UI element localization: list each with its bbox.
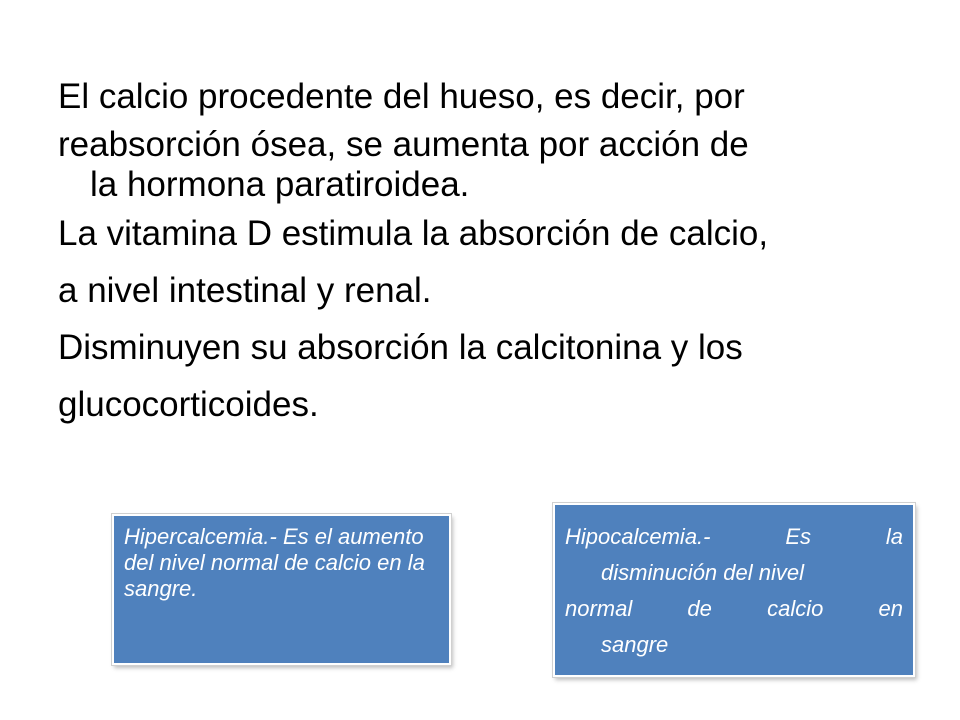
hypocalcemia-row-4: sangre	[601, 632, 669, 657]
hypercalcemia-definition: Es el aumento del nivel normal de calcio en la sangre.	[124, 524, 425, 601]
hypocalcemia-row-3	[565, 591, 903, 627]
hypocalcemia-term: Hipocalcemia.-	[565, 524, 711, 549]
body-line-3: La vitamina D estimula la absorción de calcio,	[58, 214, 769, 253]
hypocalcemia-box	[553, 503, 915, 677]
hypocalcemia-word: de	[687, 596, 712, 621]
hypocalcemia-row-2: disminución del nivel	[601, 560, 804, 585]
body-line-6: glucocorticoides.	[58, 385, 319, 424]
hypocalcemia-word: calcio	[767, 596, 824, 621]
body-line-2b: la hormona paratiroidea.	[90, 165, 470, 204]
hypercalcemia-term: Hipercalcemia.-	[124, 524, 277, 549]
hypocalcemia-row-1	[565, 519, 903, 555]
body-text	[58, 68, 928, 433]
body-line-5: Disminuyen su absorción la calcitonina y los	[58, 328, 743, 367]
hypocalcemia-word: la	[885, 524, 903, 549]
body-line-4: a nivel intestinal y renal.	[58, 271, 432, 310]
hypocalcemia-word: Es	[785, 524, 812, 549]
hypocalcemia-word: normal	[565, 596, 633, 621]
hypocalcemia-word: en	[878, 596, 903, 621]
hypercalcemia-box	[112, 514, 451, 665]
body-line-2a: reabsorción ósea, se aumenta por acción de	[58, 125, 749, 164]
body-line-2	[58, 125, 928, 205]
body-line-1: El calcio procedente del hueso, es decir, por	[58, 77, 745, 116]
